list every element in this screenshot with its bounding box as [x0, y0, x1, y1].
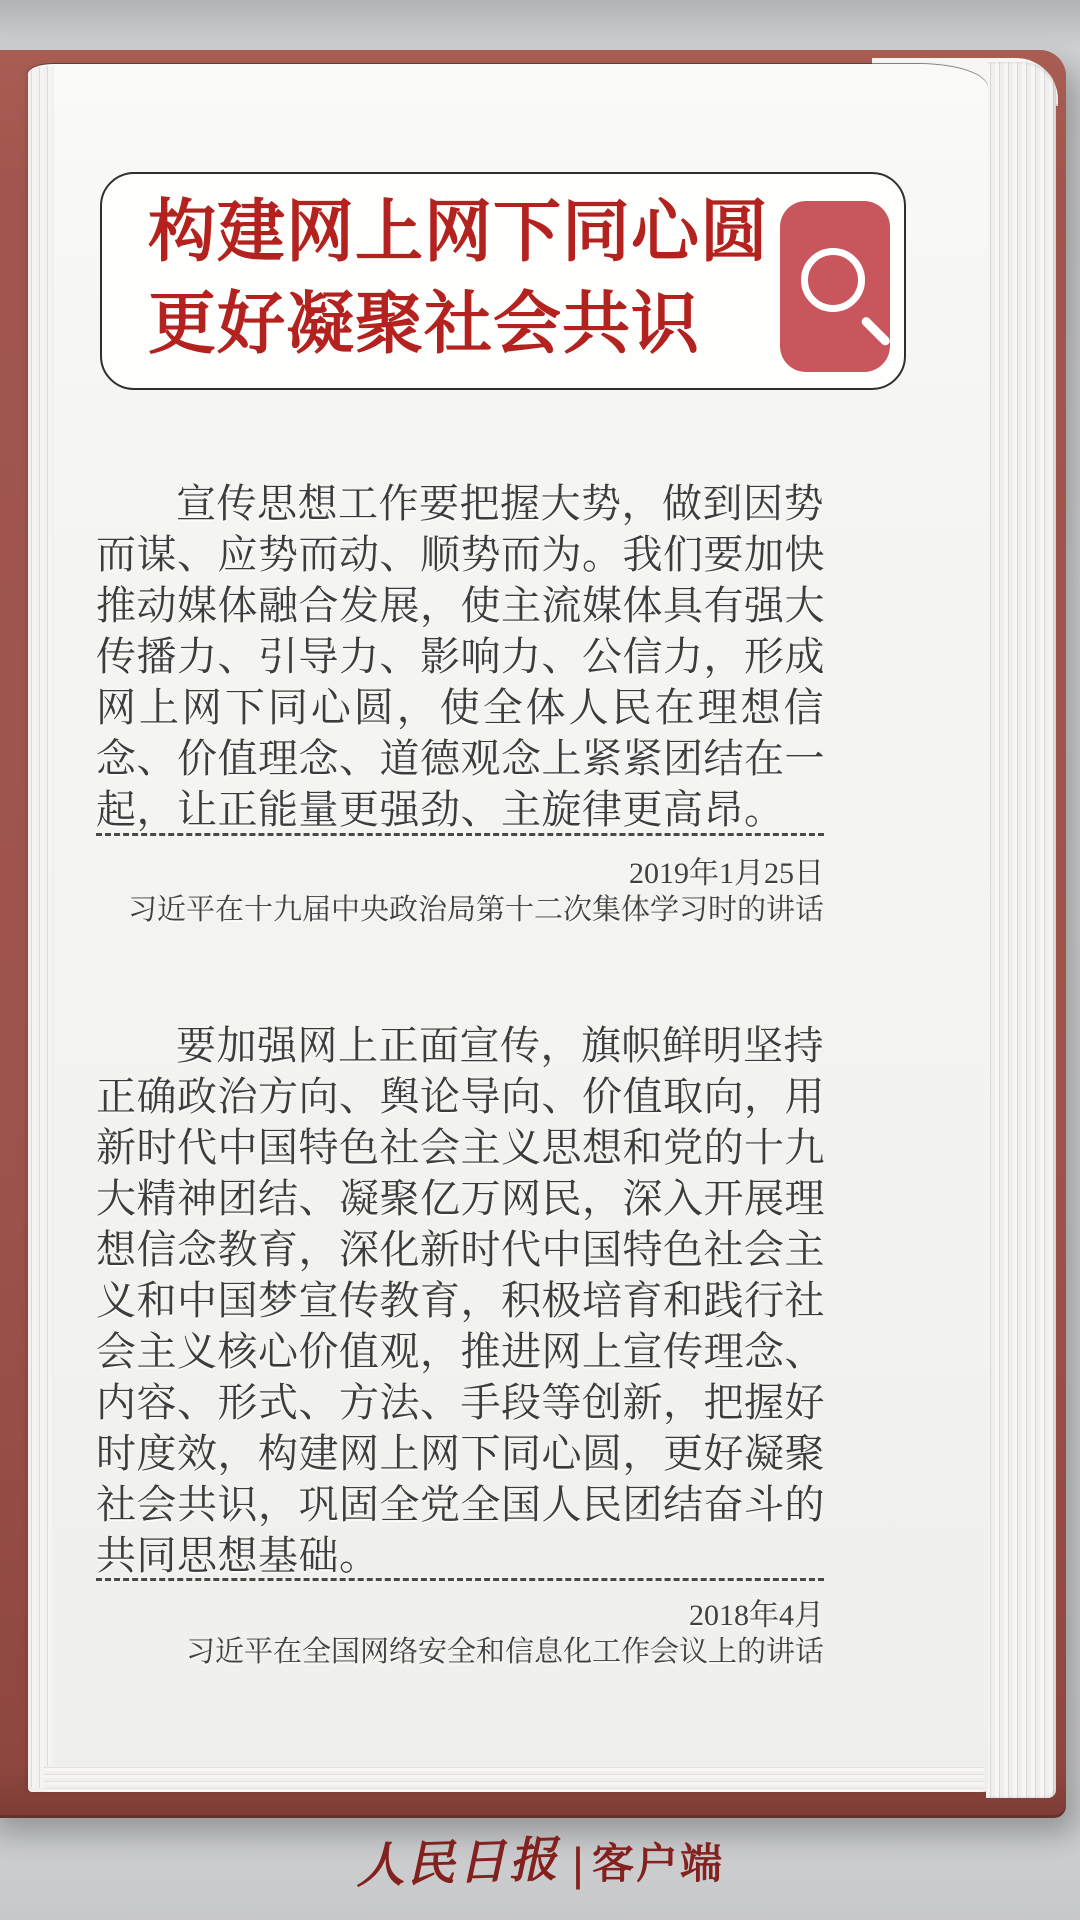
magnifier-handle	[860, 315, 892, 347]
quote-line: 念、价值理念、道德观念上紧紧团结在一	[96, 736, 825, 781]
dashed-divider	[96, 1578, 824, 1581]
page-stack-right	[986, 62, 1056, 1798]
quote-line: 会主义核心价值观，推进网上宣传理念、	[96, 1329, 825, 1374]
quote-line: 社会共识，巩固全党全国人民团结奋斗的	[96, 1482, 825, 1527]
page-stack-bottom	[44, 1766, 984, 1792]
search-icon[interactable]	[780, 201, 890, 372]
quote-line: 想信念教育，深化新时代中国特色社会主	[96, 1227, 825, 1272]
quote-line: 起，让正能量更强劲、主旋律更高昂。	[96, 787, 785, 832]
quote-block-1	[96, 478, 824, 835]
quote-source: 习近平在十九届中央政治局第十二次集体学习时的讲话	[127, 894, 824, 926]
quote-citation-2	[96, 1598, 824, 1670]
quote-line: 共同思想基础。	[96, 1533, 380, 1578]
page-stack-left	[28, 66, 54, 1788]
quote-line: 内容、形式、方法、手段等创新，把握好	[96, 1380, 825, 1425]
quote-date: 2019年1月25日	[629, 857, 824, 890]
quote-line: 宣传思想工作要把握大势，做到因势	[176, 481, 824, 526]
quote-line: 正确政治方向、舆论导向、价值取向，用	[96, 1074, 825, 1119]
quote-date: 2018年4月	[689, 1599, 824, 1632]
quote-line: 义和中国梦宣传教育，积极培育和践行社	[96, 1278, 825, 1323]
magnifier-lens	[801, 248, 865, 312]
quote-line: 大精神团结、凝聚亿万网民，深入开展理	[96, 1176, 825, 1221]
quote-line: 传播力、引导力、影响力、公信力，形成	[96, 634, 825, 679]
brand-divider: |	[572, 1838, 584, 1890]
quote-block-2	[96, 1020, 824, 1581]
quote-line: 而谋、应势而动、顺势而为。我们要加快	[96, 532, 825, 577]
quote-line: 新时代中国特色社会主义思想和党的十九	[96, 1125, 825, 1170]
brand-logo	[0, 1833, 1080, 1894]
dashed-divider	[96, 833, 824, 836]
quote-source: 习近平在全国网络安全和信息化工作会议上的讲话	[185, 1636, 824, 1668]
quote-line: 推动媒体融合发展，使主流媒体具有强大	[96, 583, 825, 628]
title-card	[100, 172, 906, 390]
quote-line: 要加强网上正面宣传，旗帜鲜明坚持	[176, 1023, 824, 1068]
title-line-2: 更好凝聚社会共识	[148, 286, 701, 362]
title-line-1: 构建网上网下同心圆	[148, 194, 770, 270]
brand-script-wordmark: 人民日报	[355, 1833, 561, 1894]
quote-line: 网上网下同心圆，使全体人民在理想信	[96, 685, 824, 730]
brand-suffix: 客户端	[591, 1840, 724, 1887]
quote-line: 时度效，构建网上网下同心圆，更好凝聚	[96, 1431, 825, 1476]
quote-citation-1	[96, 856, 824, 928]
page-title	[148, 186, 769, 370]
